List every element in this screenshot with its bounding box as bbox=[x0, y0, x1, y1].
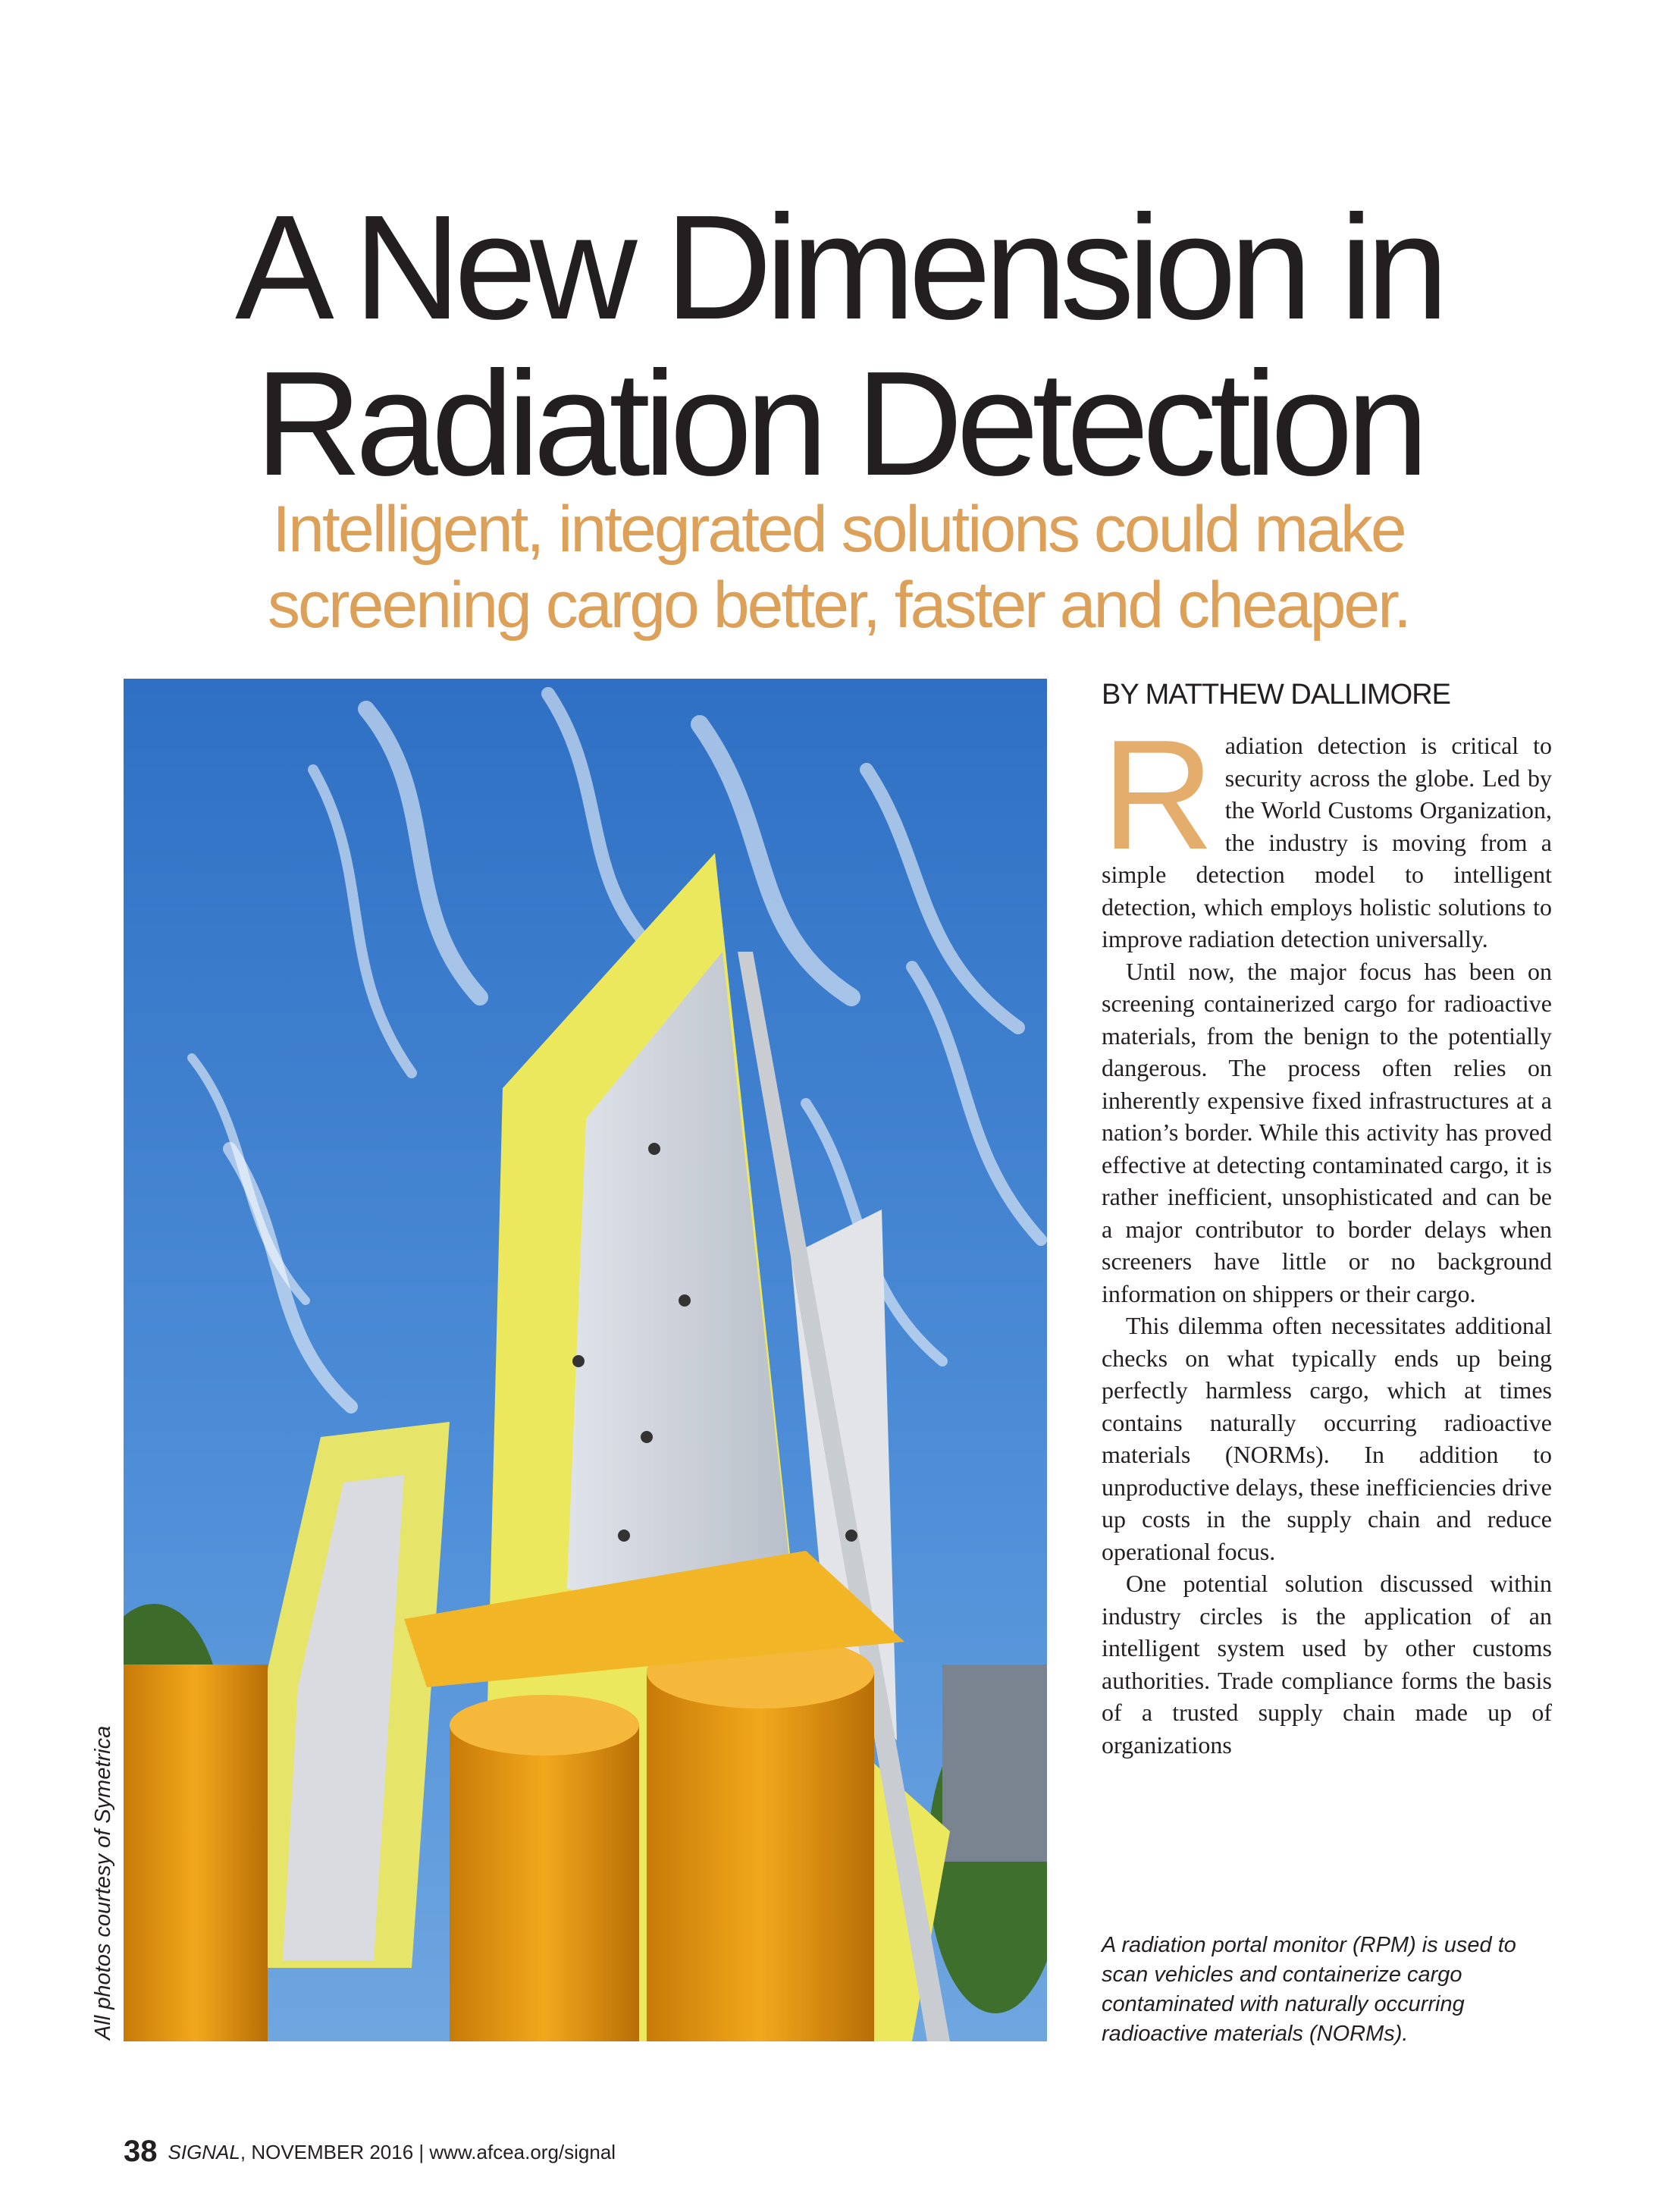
article-subtitle bbox=[0, 491, 1677, 643]
paragraph-3: This dilemma often necessitates additional checks on what typically ends up being perfectly harmless cargo, which at times contains naturally occurring radioactive materials (NORMs). In addition to unproductive delays, these inefficiencies drive up costs in the supply chain and reduce operational focus. bbox=[1102, 1312, 1552, 1565]
magazine-name: SIGNAL bbox=[168, 2141, 240, 2163]
article-body bbox=[1102, 708, 1552, 1761]
paragraph-1 bbox=[1102, 708, 1552, 955]
paragraph-4: One potential solution discussed within industry circles is the application of an intelligent system used by other customs authorities. Trade compliance forms the basis of a trusted supply chain made up of organizations bbox=[1102, 1570, 1552, 1759]
subtitle-line-2: screening cargo better, faster and cheaper. bbox=[267, 569, 1410, 642]
radiation-portal-monitor-photo bbox=[124, 679, 1047, 2041]
subtitle-line-1: Intelligent, integrated solutions could make bbox=[272, 493, 1405, 566]
paragraph-2: Until now, the major focus has been on screening containerized cargo for radioactive materials, from the benign to the potentially dangerous. The process often relies on inherently expensive fixed infrastructures at a nation’s border. While this activity has proved effective at detecting contaminated cargo, it is rather inefficient, unsophisticated and can be a major contributor to border delays when screeners have little or no background information on shippers or their cargo. bbox=[1102, 957, 1552, 1307]
paragraph-1-text: adiation detection is critical to security across the globe. Led by the World Customs Organization, the industry is moving from a simple detection model to intelligent detection, which employs holistic solutions to improve radiation detection universally. bbox=[1102, 732, 1552, 952]
title-line-1: A New Dimension in bbox=[235, 184, 1442, 350]
drop-cap: R bbox=[1102, 708, 1215, 882]
photo-credit: All photos courtesy of Symetrica bbox=[91, 1725, 115, 2040]
page-number: 38 bbox=[124, 2135, 158, 2168]
byline: BY MATTHEW DALLIMORE bbox=[1102, 679, 1450, 711]
page-footer bbox=[124, 2135, 616, 2169]
photo-caption: A radiation portal monitor (RPM) is used to scan vehicles and containerize cargo contaminated with naturally occurring radioactive materials (NORMs). bbox=[1102, 1933, 1516, 2046]
title-line-2: Radiation Detection bbox=[255, 340, 1422, 507]
article-title bbox=[0, 184, 1677, 507]
issue-info: , NOVEMBER 2016 | www.afcea.org/signal bbox=[240, 2141, 616, 2163]
